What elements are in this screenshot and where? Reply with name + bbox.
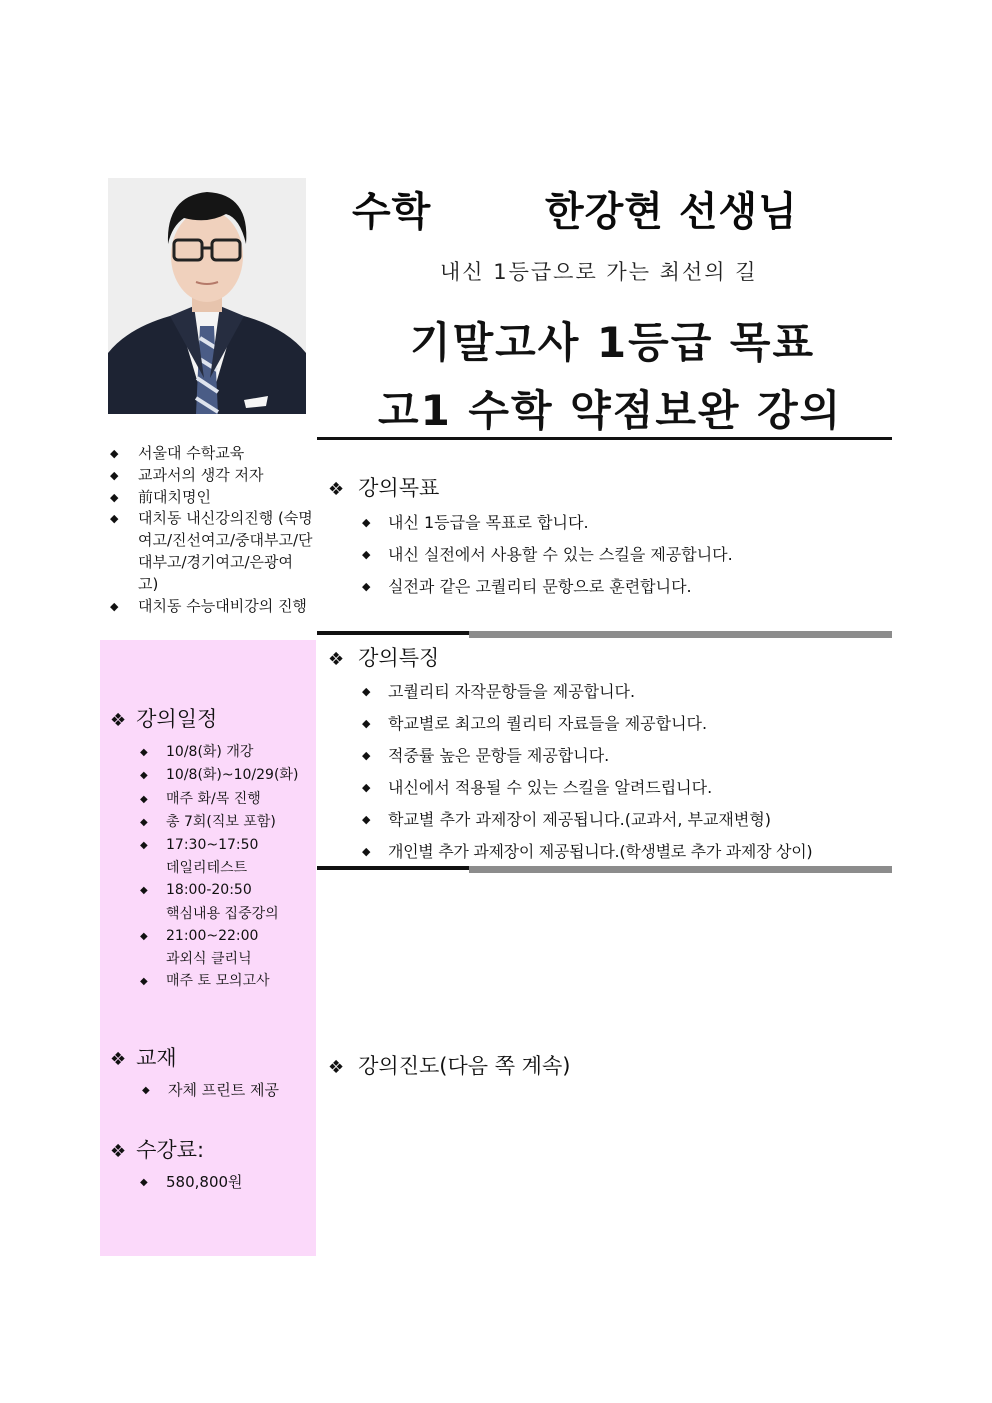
diamond-bullet-icon: ◆ [110, 447, 119, 460]
diamond-bullet-icon: ◆ [140, 840, 148, 852]
headline-course: 고1 수학 약점보완 강의 [378, 386, 843, 435]
diamond-bullet-icon: ◆ [140, 1177, 148, 1188]
section-mark-icon: ❖ [328, 1057, 345, 1078]
bio-item: ◆ 대치동 내신강의진행 (숙명여고/진선여고/중대부고/단대부고/경기여고/은광여고) [110, 509, 313, 593]
list-item: ◆ 학교별로 최고의 퀄리티 자료들을 제공합니다. [362, 714, 708, 733]
bio-item: ◆ 대치동 수능대비강의 진행 [108, 596, 313, 618]
list-item: ◆ 고퀄리티 자작문항들을 제공합니다. [362, 682, 636, 701]
diamond-bullet-icon: ◆ [362, 845, 371, 858]
bio-item: ◆ 前대치명인 [108, 487, 313, 509]
textbook-list [140, 1079, 310, 1102]
diamond-bullet-icon: ◆ [140, 976, 148, 988]
progress-heading: ❖ 강의진도(다음 쪽 계속) [328, 1054, 571, 1078]
section-mark-icon: ❖ [110, 1049, 127, 1070]
fee-heading: ❖ 수강료: [110, 1138, 205, 1162]
list-item: ◆ 내신 1등급을 목표로 합니다. [362, 513, 589, 532]
list-item: ◆ 내신에서 적용될 수 있는 스킬을 알려드립니다. [362, 778, 713, 797]
section-divider-gray [469, 866, 892, 873]
teacher-photo [108, 178, 306, 414]
list-item: ◆ 학교별 추가 과제장이 제공됩니다.(교과서, 부교재변형) [362, 810, 772, 829]
list-item: ◆ 10/8(화)~10/29(화) [138, 764, 313, 787]
features-heading: ❖ 강의특징 [328, 646, 440, 670]
subject-title: 수학 [352, 189, 432, 235]
list-item: ◆ 자체 프린트 제공 [140, 1079, 310, 1102]
goals-list [358, 512, 878, 608]
diamond-bullet-icon: ◆ [362, 580, 371, 593]
section-divider-gray [469, 631, 892, 638]
teacher-name: 한강현 선생님 [545, 189, 798, 235]
headline-goal: 기말고사 1등급 목표 [410, 318, 816, 367]
diamond-bullet-icon: ◆ [140, 816, 148, 828]
diamond-bullet-icon: ◆ [140, 747, 148, 758]
list-item: ◆ 매주 화/목 진행 [138, 788, 313, 811]
list-item: ◆ 내신 실전에서 사용할 수 있는 스킬을 제공합니다. [362, 545, 733, 564]
header-divider [317, 437, 892, 440]
diamond-bullet-icon: ◆ [110, 490, 119, 504]
list-item: ◆ 18:00-20:50 핵심내용 집중강의 [138, 879, 313, 924]
list-item: ◆ 21:00~22:00 과외식 클리닉 [138, 925, 313, 970]
schedule-heading: ❖ 강의일정 [110, 707, 218, 731]
schedule-list [138, 741, 313, 993]
fee-list [138, 1171, 308, 1194]
diamond-bullet-icon: ◆ [362, 749, 371, 762]
diamond-bullet-icon: ◆ [362, 685, 371, 698]
diamond-bullet-icon: ◆ [140, 885, 148, 897]
portrait-illustration [108, 178, 306, 414]
diamond-bullet-icon: ◆ [362, 717, 371, 730]
list-item: ◆ 580,800원 [138, 1171, 308, 1194]
section-divider-dark [317, 631, 469, 635]
list-item: ◆ 실전과 같은 고퀄리티 문항으로 훈련합니다. [362, 577, 692, 596]
diamond-bullet-icon: ◆ [140, 793, 148, 805]
tagline: 내신 1등급으로 가는 최선의 길 [440, 260, 758, 284]
list-item: ◆ 17:30~17:50 데일리테스트 [138, 834, 313, 879]
diamond-bullet-icon: ◆ [362, 813, 371, 826]
bio-item: ◆ 교과서의 생각 저자 [108, 465, 313, 487]
features-list [358, 681, 888, 873]
list-item: ◆ 개인별 추가 과제장이 제공됩니다.(학생별로 추가 과제장 상이) [362, 842, 813, 861]
goals-heading: ❖ 강의목표 [328, 476, 440, 500]
section-mark-icon: ❖ [328, 649, 345, 670]
diamond-bullet-icon: ◆ [110, 468, 119, 482]
section-mark-icon: ❖ [328, 479, 345, 500]
diamond-bullet-icon: ◆ [362, 516, 371, 529]
diamond-bullet-icon: ◆ [362, 781, 371, 794]
textbook-heading: ❖ 교재 [110, 1046, 177, 1070]
list-item: ◆ 10/8(화) 개강 [138, 741, 313, 764]
diamond-bullet-icon: ◆ [140, 930, 148, 942]
teacher-bio-list [108, 443, 313, 617]
diamond-bullet-icon: ◆ [110, 512, 119, 526]
diamond-bullet-icon: ◆ [140, 770, 148, 782]
diamond-bullet-icon: ◆ [142, 1085, 150, 1096]
section-mark-icon: ❖ [110, 1141, 127, 1162]
section-mark-icon: ❖ [110, 710, 127, 731]
bio-item: ◆ 서울대 수학교육 [108, 443, 313, 465]
diamond-bullet-icon: ◆ [362, 548, 371, 561]
section-divider-dark [317, 866, 469, 870]
list-item: ◆ 매주 토 모의고사 [138, 970, 313, 993]
list-item: ◆ 총 7회(직보 포함) [138, 811, 313, 834]
diamond-bullet-icon: ◆ [110, 599, 119, 613]
list-item: ◆ 적중률 높은 문항들 제공합니다. [362, 746, 610, 765]
